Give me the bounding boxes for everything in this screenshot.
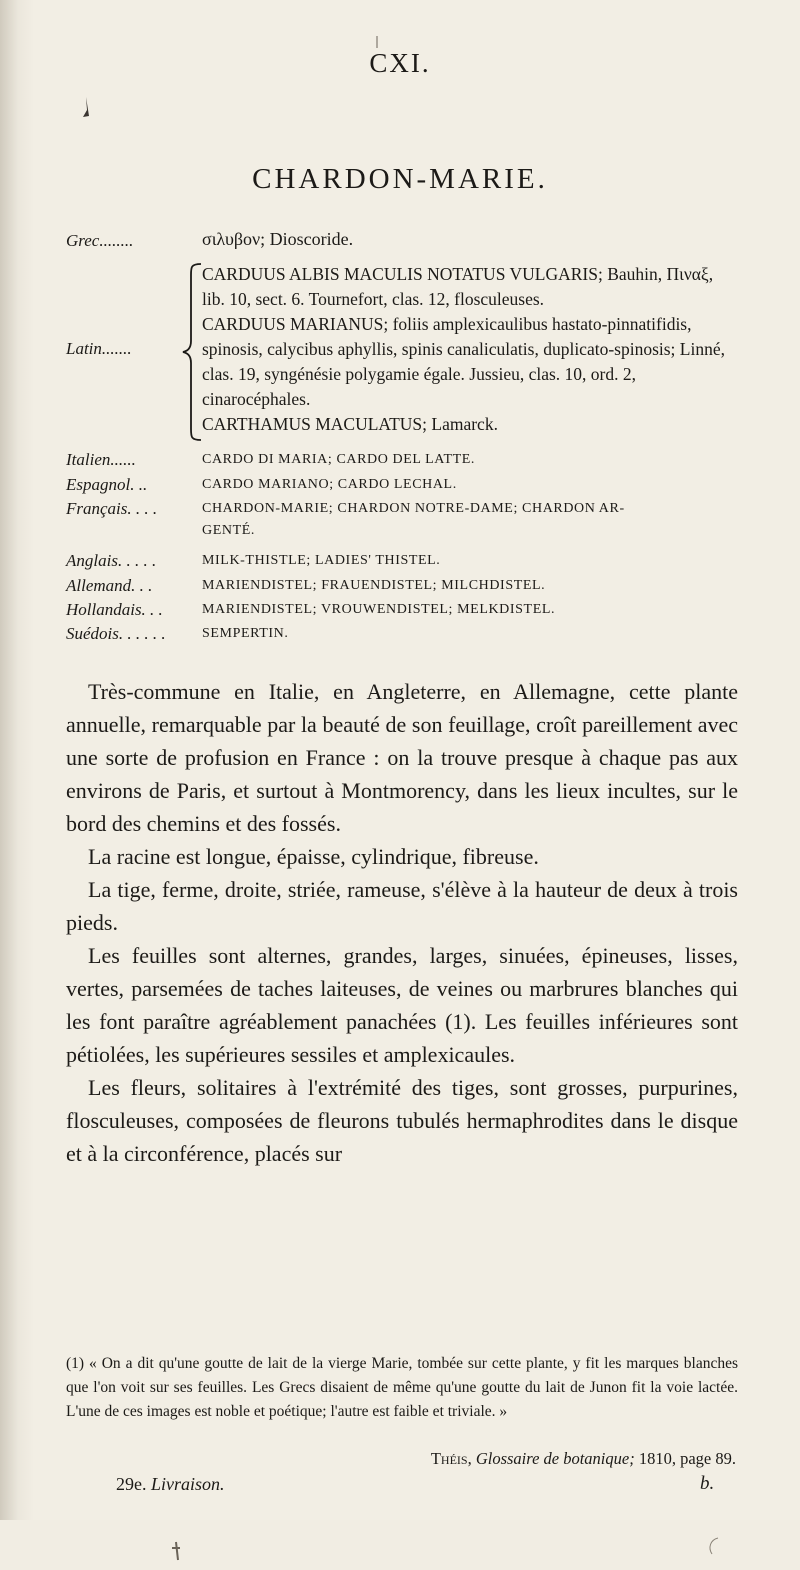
lang-label-italien: Italien...... [66, 450, 136, 469]
name-grec: σιλυβον; Dioscoride. [202, 229, 354, 249]
latin-line-3: CARTHAMUS MACULATUS; Lamarck. [202, 414, 498, 434]
name-suedois: SEMPERTIN. [202, 626, 289, 641]
footnote-source [276, 1449, 736, 1469]
name-hollandais: MARIENDISTEL; VROUWENDISTEL; MELKDISTEL. [202, 602, 556, 617]
name-espagnol: CARDO MARIANO; CARDO LECHAL. [202, 477, 457, 492]
lang-label-allemand: Allemand. . . [66, 576, 153, 595]
paragraph-tige: La tige, ferme, droite, striée, rameuse, s'élève à la hauteur de deux à trois pieds. [66, 877, 738, 935]
paragraph-racine: La racine est longue, épaisse, cylindrique, fibreuse. [88, 844, 539, 869]
paragraph-feuilles: Les feuilles sont alternes, grandes, larges, sinuées, épineuses, lisses, vertes, parsemées de taches laiteuses, de veines ou marbrures blanches qui les font paraître agréablement panachées (1). Les feuilles inférieures sont pétiolées, les supérieures sessiles et amplexicaules. [66, 943, 738, 1067]
source-author: Théis, [430, 1449, 472, 1468]
latin-names [202, 262, 728, 437]
lang-label-hollandais: Hollandais. . . [66, 600, 163, 619]
name-italien: CARDO DI MARIA; CARDO DEL LATTE. [202, 452, 476, 467]
ink-mark-icon [80, 96, 92, 118]
lang-label-espagnol: Espagnol. .. [66, 475, 148, 494]
source-rest: 1810, page 89. [638, 1449, 736, 1468]
description-text [66, 675, 738, 1170]
paragraph-fleurs: Les fleurs, solitaires à l'extrémité des tiges, sont grosses, purpurines, flosculeuses, composées de fleurons tubulés hermaphrodites dans le disque et à la circonférence, placés sur [66, 1075, 738, 1166]
lang-label-grec: Grec........ [66, 231, 134, 250]
latin-line-1: CARDUUS ALBIS MACULIS NOTATUS VULGARIS; Bauhin, Πιναξ, lib. 10, sect. 6. Tournefort, clas. 12, flosculeuses. [202, 264, 714, 309]
ink-mark-icon [374, 36, 380, 48]
lang-label-suedois: Suédois. . . . . . [66, 624, 166, 643]
paragraph-habitat: Très-commune en Italie, en Angleterre, en Allemagne, cette plante annuelle, remarquable par la beauté de son feuillage, croît pareillement avec une sorte de profusion en France : on la trouve presque à chaque pas aux environs de Paris, et surtout à Montmorency, dans les lieux incultes, sur le bord des chemins et des fossés. [66, 679, 738, 836]
lang-label-francais: Français. . . . [66, 499, 158, 518]
name-francais-cont: GENTÉ. [202, 523, 255, 538]
livraison-label: Livraison. [151, 1474, 225, 1494]
signature-mark: b. [700, 1473, 715, 1494]
livraison-note [116, 1474, 225, 1495]
plate-number: CXI. [369, 48, 431, 78]
pencil-mark-icon [706, 1536, 722, 1556]
name-francais: CHARDON-MARIE; CHARDON NOTRE-DAME; CHARDON AR- [202, 501, 625, 516]
livraison-number: 29e. [116, 1474, 147, 1494]
brace-icon [181, 263, 203, 441]
lang-label-anglais: Anglais. . . . . [66, 551, 157, 570]
page-title: CHARDON-MARIE. [252, 163, 548, 195]
name-allemand: MARIENDISTEL; FRAUENDISTEL; MILCHDISTEL. [202, 578, 546, 593]
lang-label-latin: Latin....... [66, 339, 132, 358]
name-anglais: MILK-THISTLE; LADIES' THISTEL. [202, 553, 441, 568]
latin-line-2: CARDUUS MARIANUS; foliis amplexicaulibus hastato-pinnatifidis, spinosis, calycibus aphyllis, spinis canaliculatis, duplicato-spinosis; Linné, clas. 19, syngénésie polygamie égale. Jussieu, clas. 10, ord. 2, cinarocéphales. [202, 314, 725, 409]
source-work: Glossaire de botanique; [475, 1449, 635, 1468]
ink-smudge-icon [166, 1540, 186, 1570]
footnote: (1) « On a dit qu'une goutte de lait de la vierge Marie, tombée sur cette plante, y fit les marques blanches que l'on voit sur ses feuilles. Les Grecs disaient de même qu'une goutte du lait de Junon fit la voie lactée. L'une de ces images est noble et poétique; l'autre est faible et triviale. » [66, 1355, 738, 1420]
